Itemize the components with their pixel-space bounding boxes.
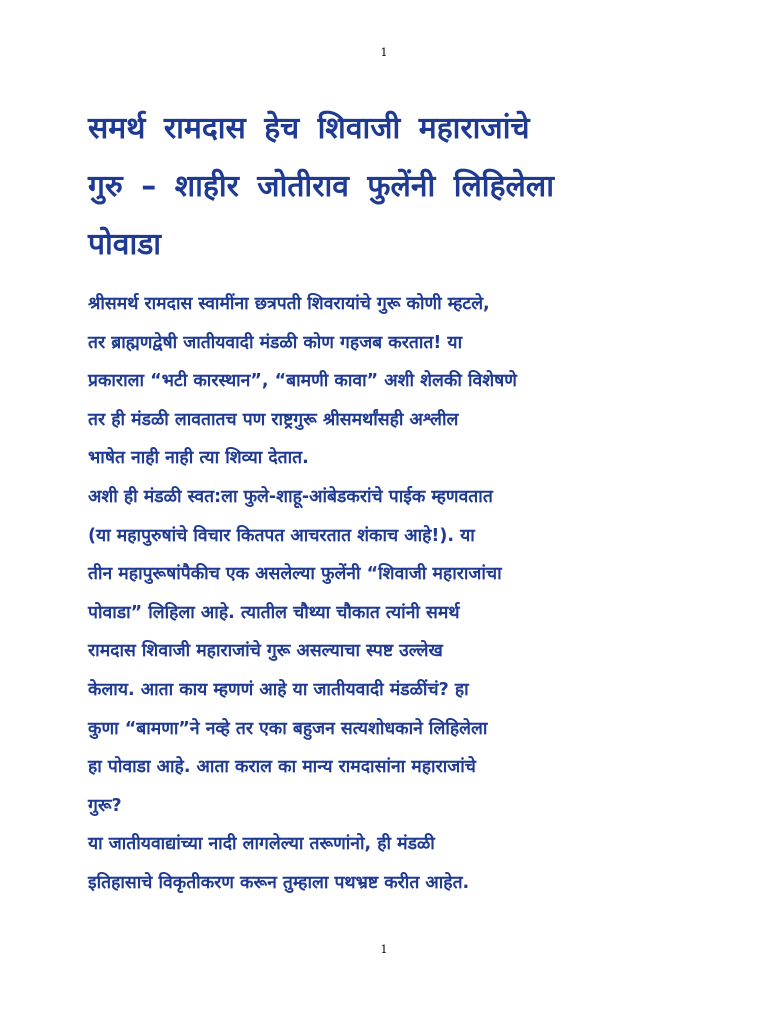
title-line: गुरु – शाहीर जोतीराव फुलेंनी लिहिलेला bbox=[88, 169, 554, 204]
body-line: या जातीयवाद्यांच्या नादी लागलेल्या तरूणांनो, ही मंडळी bbox=[88, 834, 435, 855]
body-line: भाषेत नाही नाही त्या शिव्या देतात. bbox=[88, 448, 309, 469]
body-line: हा पोवाडा आहे. आता कराल का मान्य रामदासांना महाराजांचे bbox=[88, 757, 476, 778]
title-line: पोवाडा bbox=[88, 227, 162, 262]
body-line: तर ही मंडळी लावतातच पण राष्ट्रगुरू श्रीसमर्थांसही अश्लील bbox=[88, 409, 459, 430]
body-line: पोवाडा” लिहिला आहे. त्यातील चौथ्या चौकात त्यांनी समर्थ bbox=[88, 602, 460, 623]
page-number-top: 1 bbox=[380, 46, 388, 59]
body-line: अशी ही मंडळी स्वत:ला फुले-शाहू-आंबेडकरांचे पाईक म्हणवतात bbox=[88, 486, 493, 507]
body-line: इतिहासाचे विकृतीकरण करून तुम्हाला पथभ्रष्ट करीत आहेत. bbox=[88, 872, 470, 893]
body-line: गुरू? bbox=[88, 795, 122, 816]
title-line: समर्थ रामदास हेच शिवाजी महाराजांचे bbox=[88, 111, 530, 146]
body-line: रामदास शिवाजी महाराजांचे गुरू असल्याचा स्पष्ट उल्लेख bbox=[88, 641, 443, 662]
body-line: प्रकाराला “भटी कारस्थान”, “बामणी कावा” अशी शेलकी विशेषणे bbox=[88, 371, 517, 392]
body-line: केलाय. आता काय म्हणणं आहे या जातीयवादी मंडळींचं? हा bbox=[88, 679, 469, 700]
body-line: कुणा “बामणा”ने नव्हे तर एका बहुजन सत्यशोधकाने लिहिलेला bbox=[88, 718, 488, 739]
body-line: तर ब्राह्मणद्वेषी जातीयवादी मंडळी कोण गहजब करतात! या bbox=[88, 332, 463, 353]
body-line: श्रीसमर्थ रामदास स्वामींना छत्रपती शिवरायांचे गुरू कोणी म्हटले, bbox=[88, 294, 490, 314]
document-body bbox=[88, 285, 688, 903]
body-line: तीन महापुरूषांपैकीच एक असलेल्या फुलेंनी “शिवाजी महाराजांचा bbox=[88, 564, 502, 585]
document-title bbox=[88, 100, 688, 274]
page-number-bottom: 1 bbox=[380, 943, 388, 956]
body-line: (या महापुरुषांचे विचार कितपत आचरतात शंकाच आहे!). या bbox=[88, 525, 475, 546]
